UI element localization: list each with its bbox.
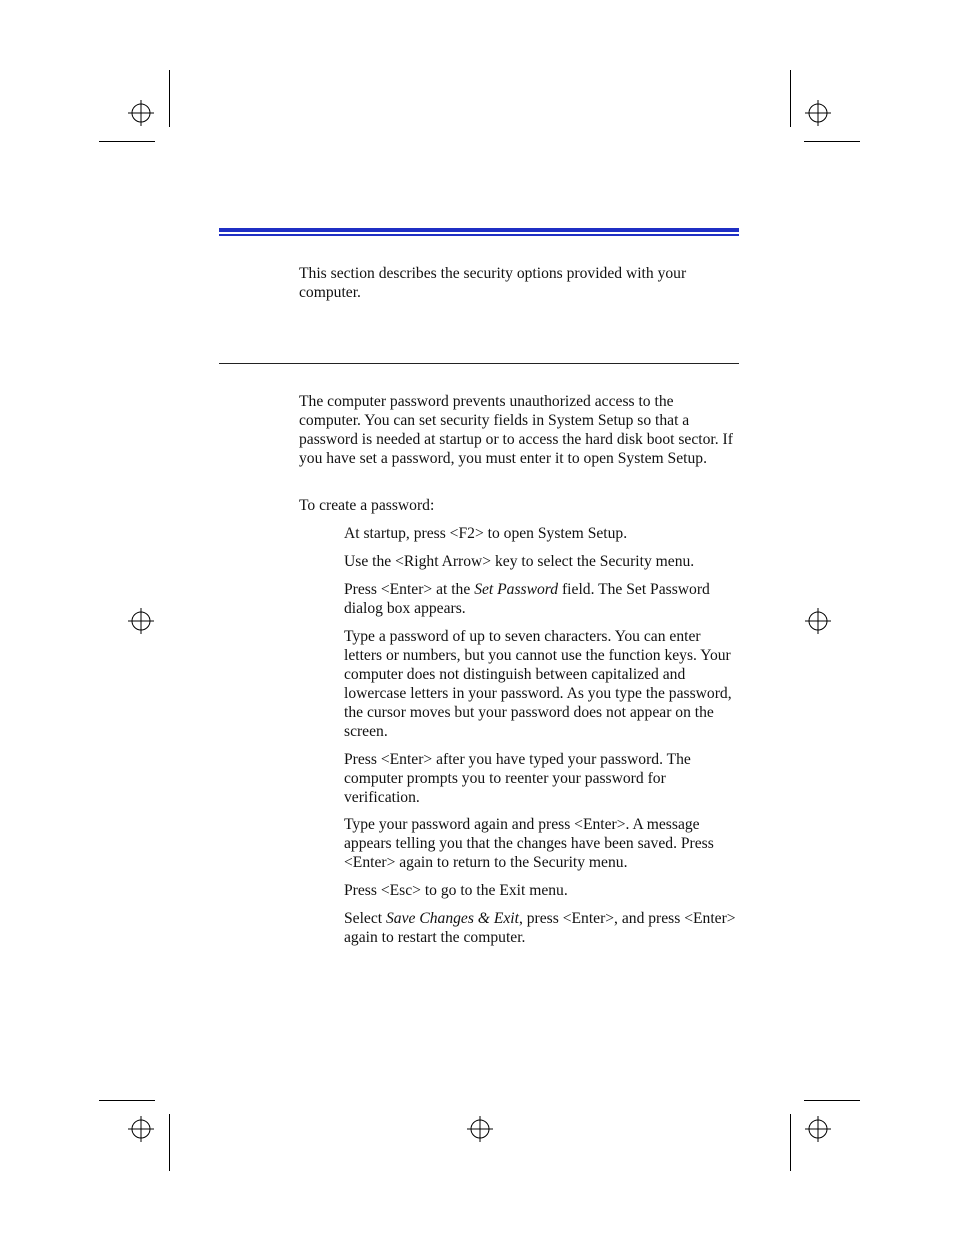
crop-mark-bottom-right-horizontal bbox=[804, 1100, 860, 1101]
step-text: field. The Set Password dialog box appears. bbox=[344, 581, 710, 617]
crop-mark-top-right-horizontal bbox=[804, 141, 860, 142]
crosshair-icon bbox=[805, 1116, 831, 1142]
field-name-emphasis: Set Password bbox=[474, 581, 559, 598]
crop-mark-bottom-left-horizontal bbox=[99, 1100, 155, 1101]
menu-option-emphasis: Save Changes & Exit bbox=[386, 910, 519, 927]
crop-mark-bottom-left-vertical bbox=[169, 1114, 170, 1171]
procedure-step: Press <Enter> after you have typed your password. The computer prompts you to reenter your password for verification. bbox=[344, 751, 691, 806]
crop-mark-bottom-right-vertical bbox=[790, 1114, 791, 1171]
procedure-step: Type a password of up to seven characters. You can enter letters or numbers, but you cannot use the function keys. Your computer does not distinguish between capitalized and lowercase letters in your password. As you type the password, the cursor moves but your password does not appear on the screen. bbox=[344, 628, 732, 740]
password-description: The computer password prevents unauthorized access to the computer. You can set security fields in System Setup so that a password is needed at startup or to access the hard disk boot sector. If you have set a password, you must enter it to open System Setup. bbox=[299, 393, 733, 467]
step-text: Press <Enter> at the bbox=[344, 581, 475, 598]
crosshair-icon bbox=[128, 608, 154, 634]
crop-mark-top-left-horizontal bbox=[99, 141, 155, 142]
procedure-step: Press <Esc> to go to the Exit menu. bbox=[344, 882, 568, 899]
procedure-step: Use the <Right Arrow> key to select the Security menu. bbox=[344, 553, 695, 570]
procedure-step: Type your password again and press <Enter>. A message appears telling you that the changes have been saved. Press <Enter> again to return to the Security menu. bbox=[344, 816, 714, 871]
crop-mark-top-left-vertical bbox=[169, 70, 170, 127]
procedure-step bbox=[344, 909, 740, 947]
procedure-step: At startup, press <F2> to open System Setup. bbox=[344, 525, 628, 542]
section-divider-rule bbox=[219, 363, 739, 364]
crosshair-icon bbox=[467, 1116, 493, 1142]
crosshair-icon bbox=[805, 100, 831, 126]
procedure-lead-in: To create a password: bbox=[299, 497, 435, 514]
intro-paragraph: This section describes the security options provided with your computer. bbox=[299, 265, 687, 301]
chapter-header-rule bbox=[219, 228, 739, 236]
procedure-step bbox=[344, 580, 740, 618]
crosshair-icon bbox=[128, 100, 154, 126]
step-text: , press <Enter>, and press <Enter> again to restart the computer. bbox=[344, 910, 736, 946]
crosshair-icon bbox=[805, 608, 831, 634]
crosshair-icon bbox=[128, 1116, 154, 1142]
crop-mark-top-right-vertical bbox=[790, 70, 791, 127]
step-text: Select bbox=[344, 910, 386, 927]
